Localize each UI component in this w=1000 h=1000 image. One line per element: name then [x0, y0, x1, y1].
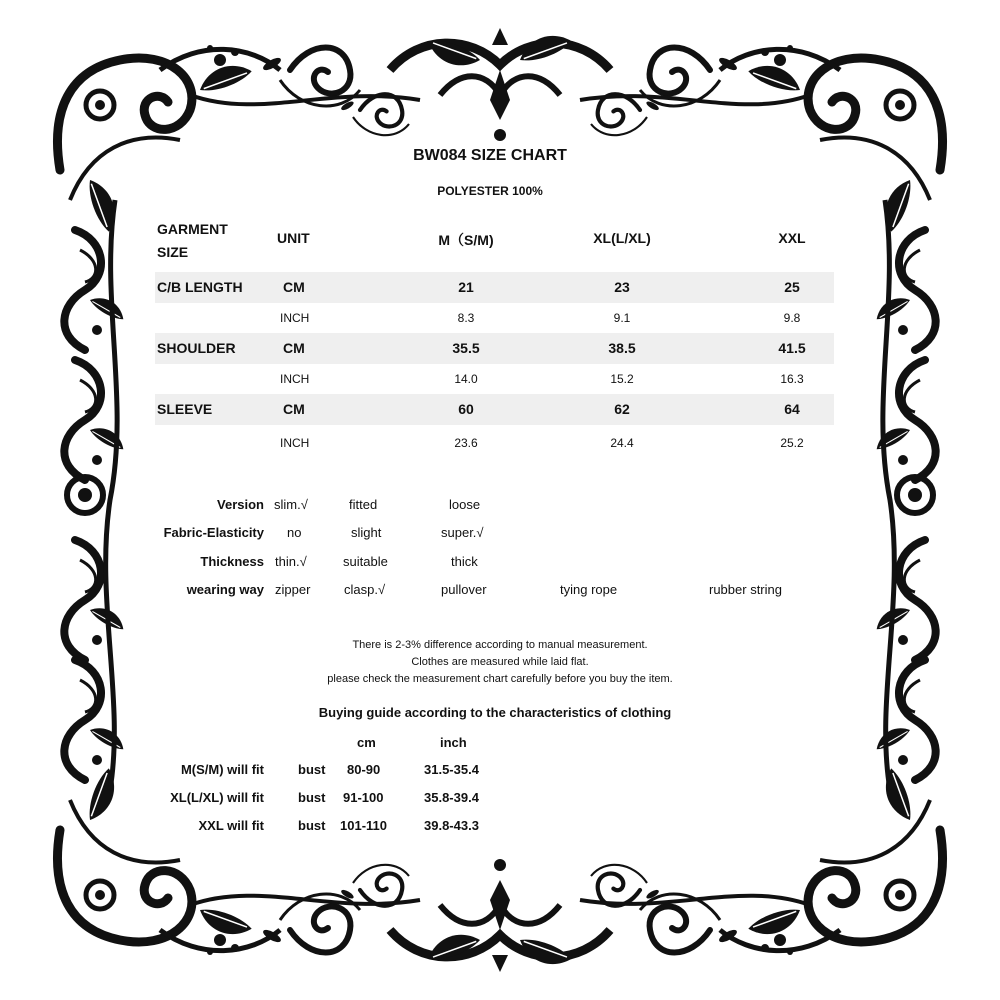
measurement-note: please check the measurement chart carefully before you buy the item. — [327, 673, 673, 685]
size-header-xl: XL(L/XL) — [593, 230, 651, 246]
guide-row-cm: 91-100 — [343, 790, 384, 805]
characteristic-option: fitted — [349, 497, 378, 512]
unit-header: UNIT — [277, 230, 310, 246]
table-cell: 14.0 — [454, 372, 478, 386]
table-cell: 38.5 — [608, 340, 636, 356]
guide-col-cm: cm — [357, 735, 376, 750]
measurement-note: There is 2-3% difference according to manual measurement. — [352, 639, 648, 651]
unit-cm: CM — [283, 401, 305, 417]
guide-row-part: bust — [298, 790, 326, 805]
characteristic-option: slim.√ — [274, 497, 308, 512]
guide-row-label: M(S/M) will fit — [180, 762, 264, 777]
table-cell: 24.4 — [610, 436, 634, 450]
guide-row-inch: 31.5-35.4 — [424, 762, 479, 777]
characteristic-option: pullover — [441, 582, 487, 597]
table-cell: 23.6 — [454, 436, 478, 450]
unit-inch: INCH — [280, 436, 310, 450]
characteristic-label-wearing-way: wearing way — [186, 582, 264, 597]
guide-row-part: bust — [298, 762, 326, 777]
table-cell: 23 — [614, 279, 630, 295]
row-label-cb-length: C/B LENGTH — [157, 279, 243, 295]
guide-row-cm: 101-110 — [340, 818, 387, 833]
table-cell: 21 — [458, 279, 474, 295]
size-header-m: M（S/M) — [438, 232, 494, 248]
characteristic-label-thickness: Thickness — [200, 554, 264, 569]
table-cell: 64 — [784, 401, 800, 417]
characteristic-option: no — [287, 525, 302, 540]
row-label-shoulder: SHOULDER — [157, 340, 236, 356]
measurement-note: Clothes are measured while laid flat. — [411, 656, 589, 668]
table-cell: 60 — [458, 401, 474, 417]
table-cell: 62 — [614, 401, 630, 417]
guide-col-inch: inch — [440, 735, 467, 750]
table-cell: 35.5 — [452, 340, 480, 356]
table-cell: 25.2 — [780, 436, 804, 450]
characteristic-option: clasp.√ — [344, 582, 386, 597]
unit-cm: CM — [283, 340, 305, 356]
garment-size-header: GARMENT SIZE — [157, 221, 228, 260]
unit-cm: CM — [283, 279, 305, 295]
guide-row-cm: 80-90 — [347, 762, 381, 777]
unit-inch: INCH — [280, 372, 310, 386]
buying-guide-title: Buying guide according to the characteristics of clothing — [318, 705, 672, 720]
characteristic-option: thick — [451, 554, 478, 569]
characteristic-option: slight — [351, 525, 382, 540]
characteristic-option: tying rope — [560, 582, 618, 597]
table-cell: 16.3 — [780, 372, 804, 386]
characteristic-option: zipper — [275, 582, 311, 597]
unit-inch: INCH — [280, 311, 310, 325]
characteristic-option: loose — [449, 497, 481, 512]
characteristic-label-elasticity: Fabric-Elasticity — [163, 525, 264, 540]
characteristic-option: suitable — [343, 554, 388, 569]
table-cell: 25 — [784, 279, 800, 295]
guide-row-label: XL(L/XL) will fit — [170, 790, 264, 805]
table-cell: 9.1 — [613, 311, 631, 325]
guide-row-inch: 35.8-39.4 — [424, 790, 479, 805]
table-cell: 41.5 — [778, 340, 806, 356]
table-cell: 15.2 — [610, 372, 634, 386]
table-cell: 8.3 — [457, 311, 475, 325]
characteristic-option: thin.√ — [275, 554, 307, 569]
size-header-xxl: XXL — [778, 230, 806, 246]
guide-row-label: XXL will fit — [198, 818, 264, 833]
guide-row-part: bust — [298, 818, 326, 833]
characteristic-option: super.√ — [441, 525, 484, 540]
characteristic-label-version: Version — [217, 497, 264, 512]
chart-title: BW084 SIZE CHART — [413, 147, 567, 164]
characteristic-option: rubber string — [709, 582, 782, 597]
guide-row-inch: 39.8-43.3 — [424, 818, 479, 833]
table-cell: 9.8 — [783, 311, 801, 325]
material-subtitle: POLYESTER 100% — [437, 184, 543, 198]
row-label-sleeve: SLEEVE — [157, 401, 213, 417]
